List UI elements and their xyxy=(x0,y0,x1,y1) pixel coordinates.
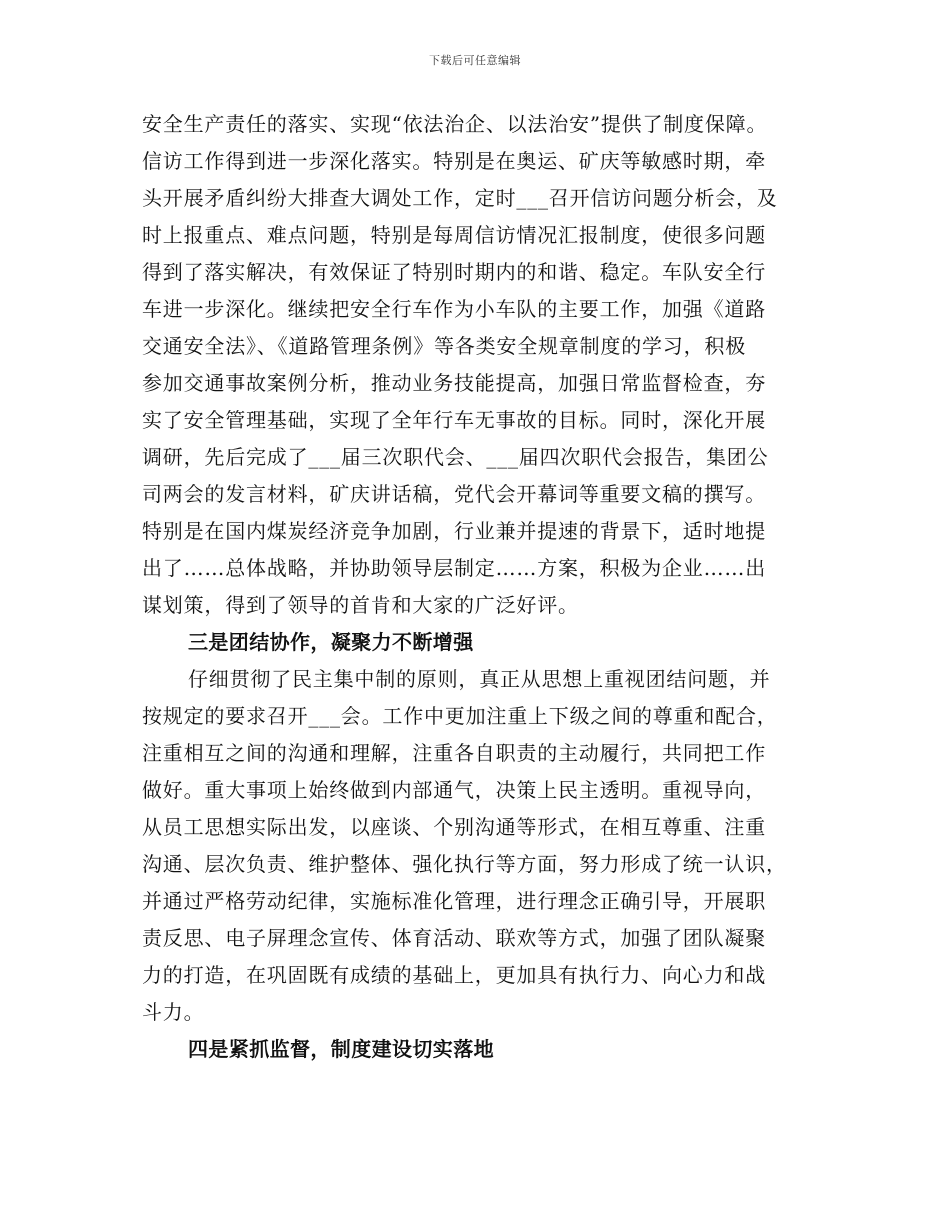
body-line: 谋划策，得到了领导的首肯和大家的广泛好评。 xyxy=(142,593,579,617)
body-line: 沟通、层次负责、维护整体、强化执行等方面，努力形成了统一认识， xyxy=(142,852,787,876)
page-header-note: 下载后可任意编辑 xyxy=(429,54,521,67)
body-line: 参加交通事故案例分析，推动业务技能提高，加强日常监督检查，夯 xyxy=(142,371,766,395)
body-line: 并通过严格劳动纪律，实施标准化管理，进行理念正确引导，开展职 xyxy=(142,889,766,913)
body-line: 头开展矛盾纠纷大排查大调处工作，定时___召开信访问题分析会，及 xyxy=(142,186,778,210)
body-line: 时上报重点、难点问题，特别是每周信访情况汇报制度，使很多问题 xyxy=(142,223,766,247)
body-line: 调研，先后完成了___届三次职代会、___届四次职代会报告，集团公 xyxy=(142,445,769,469)
body-line: 从员工思想实际出发，以座谈、个别沟通等形式，在相互尊重、注重 xyxy=(142,815,766,839)
body-line: 司两会的发言材料，矿庆讲话稿，党代会开幕词等重要文稿的撰写。 xyxy=(142,482,766,506)
body-line: 做好。重大事项上始终做到内部通气，决策上民主透明。重视导向， xyxy=(142,778,766,802)
body-line: 按规定的要求召开___会。工作中更加注重上下级之间的尊重和配合， xyxy=(142,704,778,728)
body-line: 安全生产责任的落实、实现“依法治企、以法治安”提供了制度保障。 xyxy=(142,112,768,136)
body-line: 特别是在国内煤炭经济竞争加剧，行业兼并提速的背景下，适时地提 xyxy=(142,519,766,543)
body-line: 仔细贯彻了民主集中制的原则，真正从思想上重视团结问题，并 xyxy=(188,667,771,691)
body-line: 信访工作得到进一步深化落实。特别是在奥运、矿庆等敏感时期，牵 xyxy=(142,149,766,173)
body-line: 车进一步深化。继续把安全行车作为小车队的主要工作，加强《道路 xyxy=(142,297,766,321)
section-heading-4: 四是紧抓监督，制度建设切实落地 xyxy=(188,1037,494,1061)
body-line: 斗力。 xyxy=(142,1000,205,1024)
body-line: 责反思、电子屏理念宣传、体育活动、联欢等方式，加强了团队凝聚 xyxy=(142,926,766,950)
body-line: 交通安全法》、《道路管理条例》等各类安全规章制度的学习，积极 xyxy=(142,334,746,358)
body-line: 得到了落实解决，有效保证了特别时期内的和谐、稳定。车队安全行 xyxy=(142,260,766,284)
section-heading-3: 三是团结协作，凝聚力不断增强 xyxy=(188,630,474,654)
document-body xyxy=(142,106,818,1068)
body-line: 实了安全管理基础，实现了全年行车无事故的目标。同时，深化开展 xyxy=(142,408,766,432)
body-line: 注重相互之间的沟通和理解，注重各自职责的主动履行，共同把工作 xyxy=(142,741,766,765)
body-line: 力的打造，在巩固既有成绩的基础上，更加具有执行力、向心力和战 xyxy=(142,963,766,987)
body-line: 出了……总体战略，并协助领导层制定……方案，积极为企业……出 xyxy=(142,556,766,580)
